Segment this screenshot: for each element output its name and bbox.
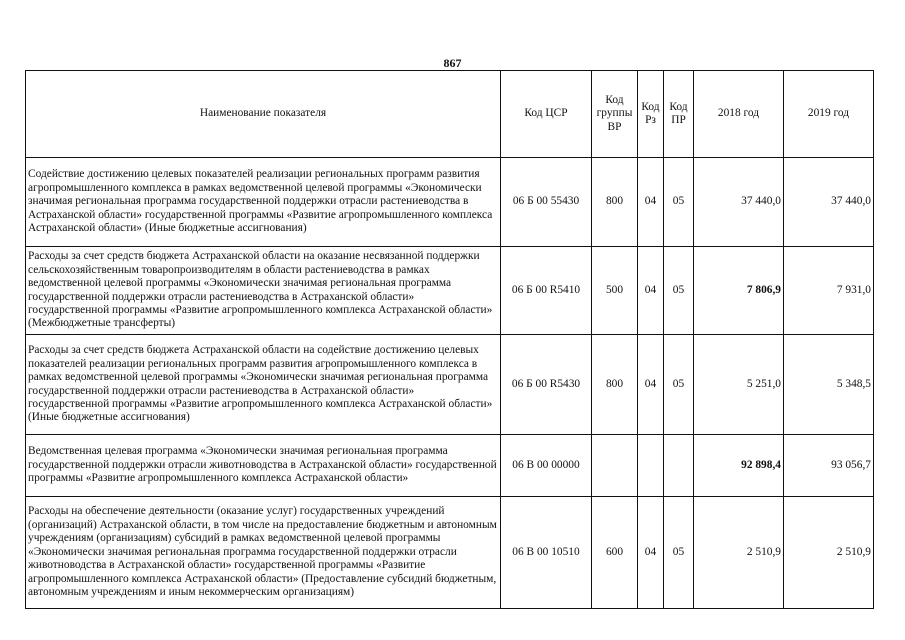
table-row [26,435,874,497]
row-value-2018: 92 898,4 [694,435,784,497]
header-vr-code: Код группы ВР [592,71,638,158]
budget-table [25,70,874,609]
row-value-2019: 2 510,9 [784,497,874,609]
header-year-2018: 2018 год [694,71,784,158]
row-vr-code: 500 [592,247,638,335]
row-value-2018: 5 251,0 [694,335,784,435]
header-csr-code: Код ЦСР [501,71,592,158]
row-vr-code: 800 [592,158,638,247]
row-pr-code [664,435,694,497]
row-value-2019: 37 440,0 [784,158,874,247]
row-value-2018: 2 510,9 [694,497,784,609]
row-vr-code [592,435,638,497]
row-value-2019: 93 056,7 [784,435,874,497]
table-row [26,158,874,247]
header-rz-code: Код Рз [638,71,664,158]
row-csr-code: 06 В 00 00000 [501,435,592,497]
row-name: Расходы за счет средств бюджета Астраханской области на содействие достижению целевых показателей реализации региональных программ развития агропромышленного комплекса в рамках ведомственной целевой программы «Экономически значимая региональная программа государственной поддержки отрасли растениеводства в Астраханской области» государственной программы «Развитие агропромышленного комплекса Астраханской области» (Иные бюджетные ассигнования) [26,335,501,435]
row-rz-code: 04 [638,158,664,247]
row-rz-code: 04 [638,497,664,609]
row-name: Расходы на обеспечение деятельности (оказание услуг) государственных учреждений (организаций) Астраханской области, в том числе на предоставление бюджетным и автономным учреждениям (организациям) субсидий в рамках ведомственной целевой программы «Экономически значимая региональная программа государственной поддержки отрасли животноводства в Астраханской области» государственной программы «Развитие агропромышленного комплекса Астраханской области» (Предоставление субсидий бюджетным, автономным учреждениям и иным некоммерческим организациям) [26,497,501,609]
row-csr-code: 06 Б 00 R5410 [501,247,592,335]
row-rz-code: 04 [638,335,664,435]
row-name: Ведомственная целевая программа «Экономически значимая региональная программа государственной поддержки отрасли животноводства в Астраханской области» государственной программы «Развитие агропромышленного комплекса Астраханской области» [26,435,501,497]
table-row [26,335,874,435]
row-name: Содействие достижению целевых показателей реализации региональных программ развития агропромышленного комплекса в рамках ведомственной целевой программы «Экономически значимая региональная программа государственной поддержки отрасли растениеводства в Астраханской области» государственной программы «Развитие агропромышленного комплекса Астраханской области» (Иные бюджетные ассигнования) [26,158,501,247]
row-csr-code: 06 В 00 10510 [501,497,592,609]
table-row [26,497,874,609]
row-rz-code: 04 [638,247,664,335]
row-csr-code: 06 Б 00 R5430 [501,335,592,435]
row-pr-code: 05 [664,247,694,335]
page-number: 867 [443,56,462,70]
row-pr-code: 05 [664,497,694,609]
header-year-2019: 2019 год [784,71,874,158]
row-value-2018: 7 806,9 [694,247,784,335]
row-name: Расходы за счет средств бюджета Астраханской области на оказание несвязанной поддержки сельскохозяйственным товаропроизводителям в области растениеводства в рамках ведомственной целевой программы «Экономически значимая региональная программа государственной поддержки отрасли растениеводства в Астраханской области» государственной программы «Развитие агропромышленного комплекса Астраханской области» (Межбюджетные трансферты) [26,247,501,335]
row-value-2018: 37 440,0 [694,158,784,247]
row-value-2019: 5 348,5 [784,335,874,435]
row-pr-code: 05 [664,158,694,247]
row-value-2019: 7 931,0 [784,247,874,335]
row-pr-code: 05 [664,335,694,435]
table-row [26,247,874,335]
row-csr-code: 06 Б 00 55430 [501,158,592,247]
row-vr-code: 600 [592,497,638,609]
header-name: Наименование показателя [26,71,501,158]
table-header-row [26,71,874,158]
header-pr-code: Код ПР [664,71,694,158]
row-vr-code: 800 [592,335,638,435]
row-rz-code [638,435,664,497]
